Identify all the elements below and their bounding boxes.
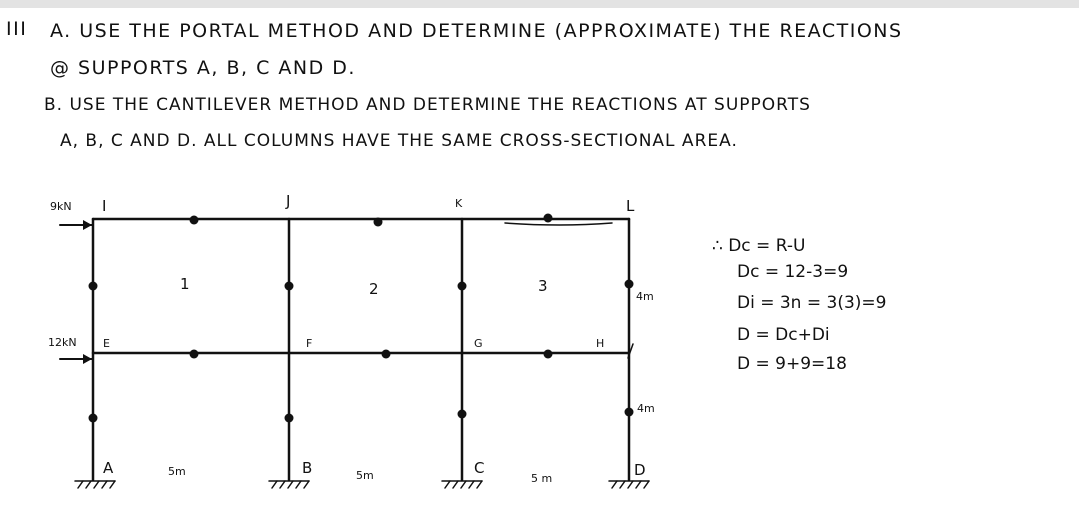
node-label-j: J <box>286 192 291 210</box>
node-label-e: E <box>103 337 110 350</box>
node-label-f: F <box>306 337 313 350</box>
hinge-dot <box>544 350 553 359</box>
note-line-1: ∴ Dc = R-U <box>712 236 806 256</box>
bay-label-1: 1 <box>180 275 190 293</box>
support-b <box>269 481 309 488</box>
support-d <box>609 481 649 488</box>
note-line-5: D = 9+9=18 <box>737 354 847 374</box>
dim-height-bottom: 4m <box>637 402 655 415</box>
hinge-dot <box>458 410 467 419</box>
node-label-i: I <box>102 197 107 215</box>
node-label-g: G <box>474 337 483 350</box>
node-label-c: C <box>474 459 485 477</box>
problem-line-2: @ SUPPORTS A, B, C AND D. <box>50 57 356 79</box>
support-c <box>442 481 482 488</box>
hinge-dot <box>285 282 294 291</box>
load-label-top: 9kN <box>50 200 72 213</box>
hinge-dot <box>625 408 634 417</box>
note-line-3: Di = 3n = 3(3)=9 <box>737 293 887 313</box>
dim-span-1: 5m <box>168 465 186 478</box>
note-line-2: Dc = 12-3=9 <box>737 262 849 282</box>
load-label-mid: 12kN <box>48 336 77 349</box>
node-label-h: H <box>596 337 605 350</box>
hinge-dot <box>89 282 98 291</box>
load-arrowhead-mid <box>83 354 92 364</box>
bay-label-3: 3 <box>538 277 548 295</box>
problem-line-3: B. USE THE CANTILEVER METHOD AND DETERMINE THE REACTIONS AT SUPPORTS <box>44 95 811 115</box>
node-label-b: B <box>302 459 313 477</box>
hinge-dot <box>89 414 98 423</box>
load-arrowhead-top <box>83 220 92 230</box>
hinge-dot <box>544 214 553 223</box>
hinge-dot <box>190 216 199 225</box>
support-a <box>75 481 115 488</box>
note-line-4: D = Dc+Di <box>737 325 830 345</box>
node-label-d: D <box>634 461 646 479</box>
hinge-dot <box>190 350 199 359</box>
dim-span-2: 5m <box>356 469 374 482</box>
hinge-dot <box>625 280 634 289</box>
hinge-dot <box>374 218 383 227</box>
problem-number: III <box>6 18 28 40</box>
hinge-dot <box>382 350 391 359</box>
node-label-l: L <box>626 197 635 215</box>
problem-line-1: A. USE THE PORTAL METHOD AND DETERMINE (APPROXIMATE) THE REACTIONS <box>50 20 903 42</box>
problem-line-4: A, B, C AND D. ALL COLUMNS HAVE THE SAME CROSS-SECTIONAL AREA. <box>60 131 738 151</box>
dim-height-top: 4m <box>636 290 654 303</box>
bay-label-2: 2 <box>369 280 379 298</box>
node-label-k: K <box>455 197 463 210</box>
beam-sketch-mark <box>505 223 612 225</box>
hinge-dot <box>458 282 467 291</box>
node-label-a: A <box>103 459 114 477</box>
hinge-dot <box>285 414 294 423</box>
dim-span-3: 5 m <box>531 472 553 485</box>
